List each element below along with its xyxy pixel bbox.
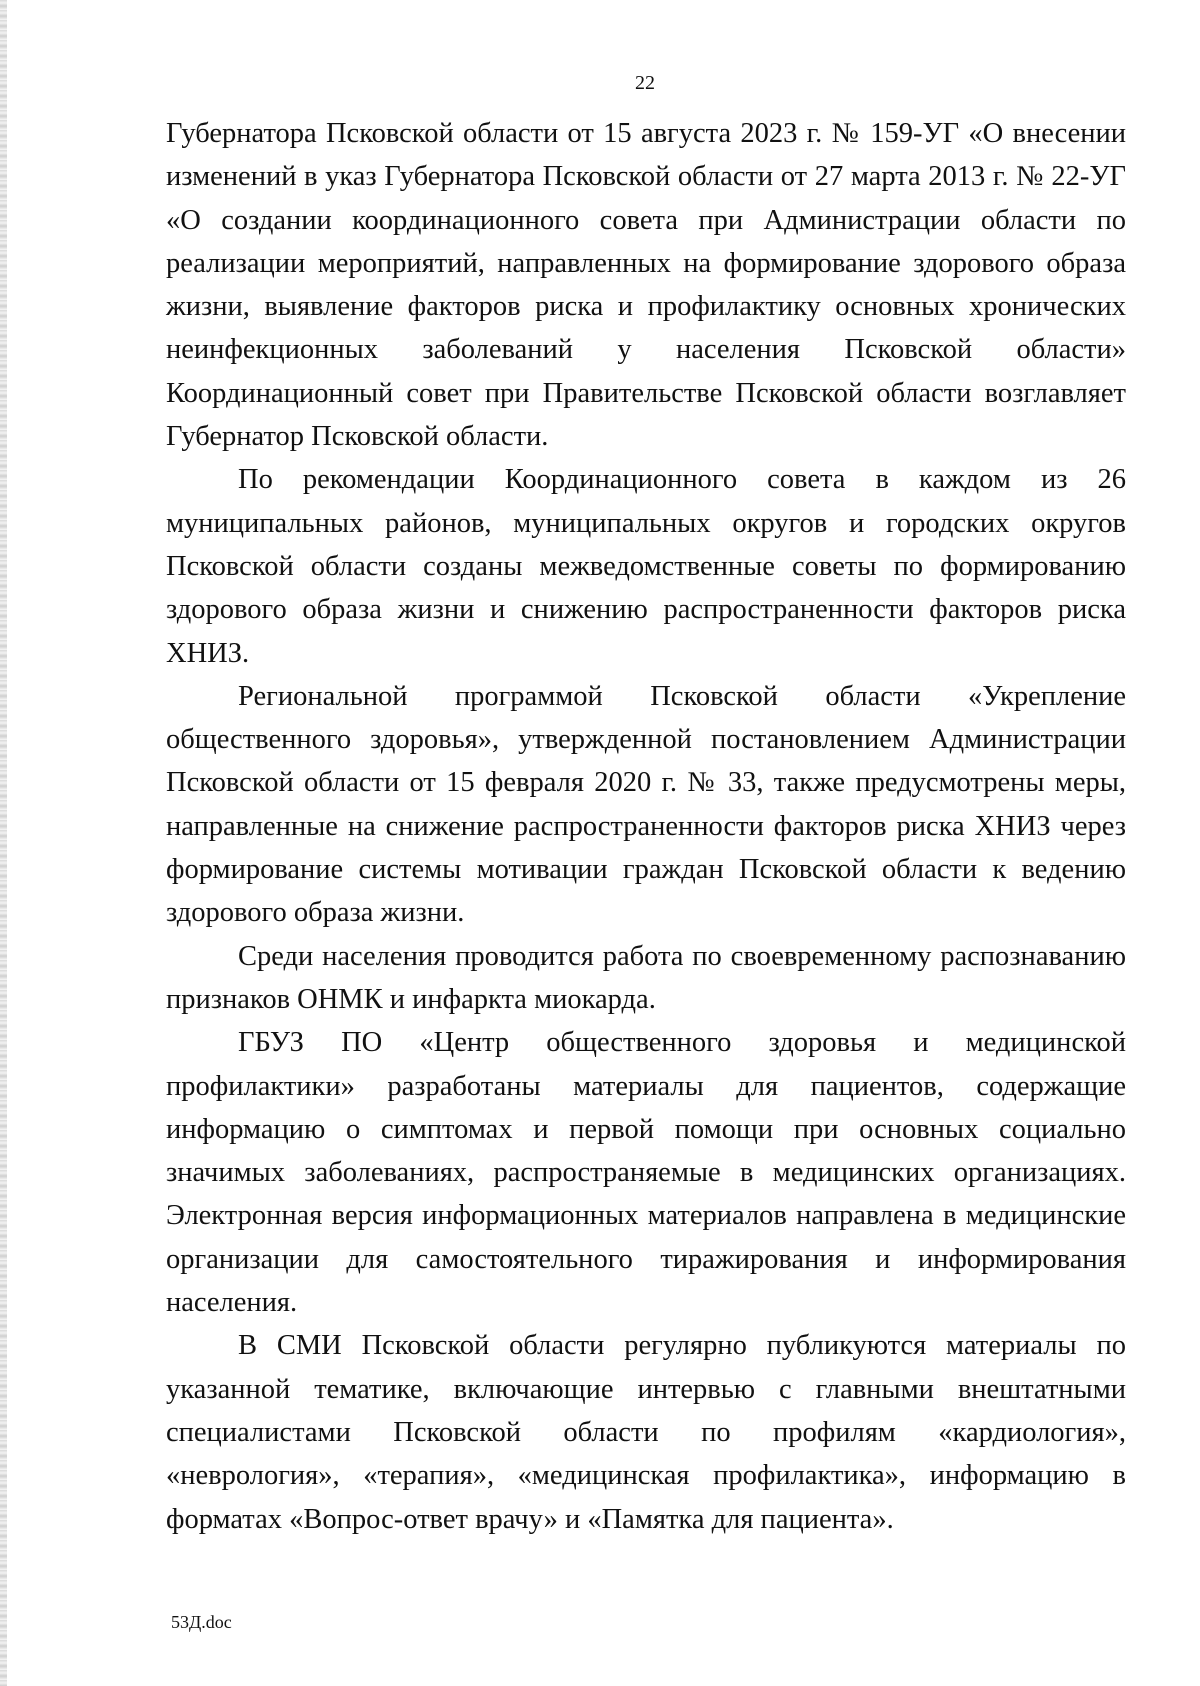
document-body xyxy=(166,112,1126,1541)
paragraph-stroke-awareness: Среди населения проводится работа по своевременному распознаванию признаков ОНМК и инфаркта миокарда. xyxy=(166,940,1126,1015)
scan-edge xyxy=(0,0,7,1686)
paragraph-media-publications: В СМИ Псковской области регулярно публикуются материалы по указанной тематике, включающие интервью с главными внештатными специалистами Псковской области по профилям «кардиология», «неврология», «терапия», «медицинская профилактика», информацию в форматах «Вопрос-ответ врачу» и «Памятка для пациента». xyxy=(166,1330,1126,1535)
paragraph-regional-program: Региональной программой Псковской области «Укрепление общественного здоровья», утвержденной постановлением Администрации Псковской области от 15 февраля 2020 г. № 33, также предусмотрены меры, направленные на снижение распространенности факторов риска ХНИЗ через формирование системы мотивации граждан Псковской области к ведению здорового образа жизни. xyxy=(166,680,1126,929)
paragraph-patient-materials: ГБУЗ ПО «Центр общественного здоровья и медицинской профилактики» разработаны материалы для пациентов, содержащие информацию о симптомах и первой помощи при основных социально значимых заболеваниях, распространяемые в медицинских организациях. Электронная версия информационных материалов направлена в медицинские организации для самостоятельного тиражирования и информирования населения. xyxy=(166,1027,1126,1319)
page-number: 22 xyxy=(635,72,655,94)
paragraph-coordination-councils: По рекомендации Координационного совета в каждом из 26 муниципальных районов, муниципальных округов и городских округов Псковской области созданы межведомственные советы по формированию здорового образа жизни и снижению распространенности факторов риска ХНИЗ. xyxy=(166,464,1126,669)
paragraph-continuation: Губернатора Псковской области от 15 августа 2023 г. № 159-УГ «О внесении изменений в указ Губернатора Псковской области от 27 марта 2013 г. № 22-УГ «О создании координационного совета при Администрации области по реализации мероприятий, направленных на формирование здорового образа жизни, выявление факторов риска и профилактику основных хронических неинфекционных заболеваний у населения Псковской области» Координационный совет при Правительстве Псковской области возглавляет Губернатор Псковской области. xyxy=(166,118,1126,453)
document-footer: 53Д.doc xyxy=(171,1612,232,1632)
